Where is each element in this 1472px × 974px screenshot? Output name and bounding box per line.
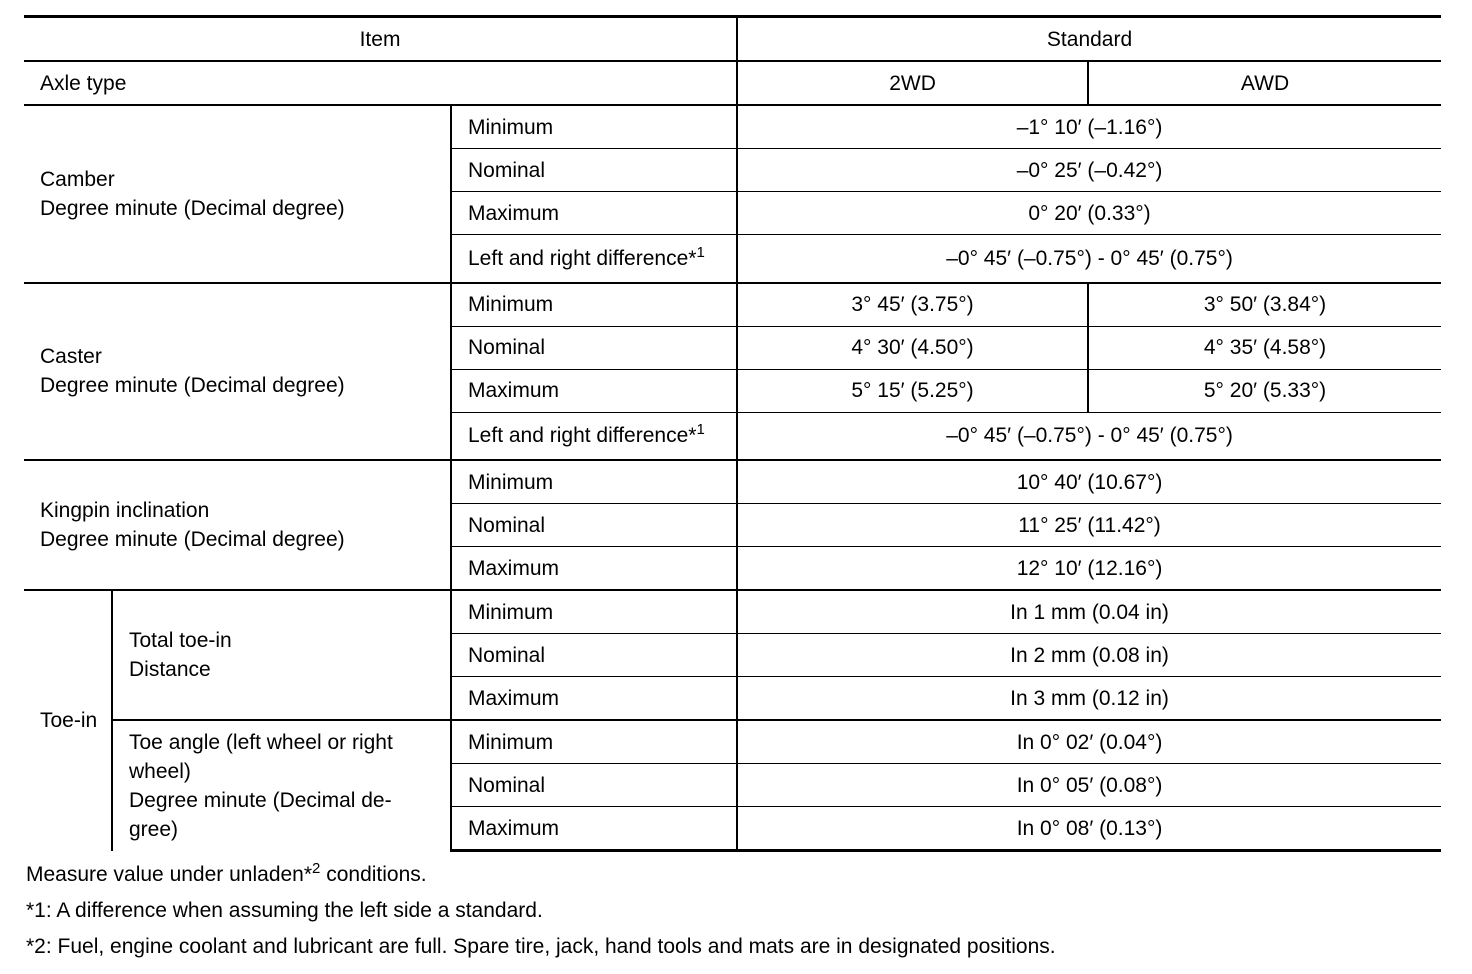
toe-angle-line2: wheel): [129, 759, 191, 783]
caster-max-awd: 5° 20′ (5.33°): [1088, 369, 1441, 412]
total-toein-max-label: Maximum: [451, 677, 737, 721]
toein-group-label: Toe-in: [24, 590, 112, 851]
footnote-ref: 1: [696, 243, 705, 261]
caster-nom-awd: 4° 35′ (4.58°): [1088, 326, 1441, 369]
kingpin-min-value: 10° 40′ (10.67°): [737, 460, 1441, 504]
footnotes: [26, 857, 1056, 965]
caster-unit: Degree minute (Decimal degree): [40, 374, 345, 398]
caster-diff-label: Left and right difference*$^1$: [451, 412, 737, 460]
caster-min-awd: 3° 50′ (3.84°): [1088, 283, 1441, 327]
camber-min-label: Minimum: [451, 105, 737, 149]
header-item: Item: [359, 27, 401, 51]
camber-nom-value: –0° 25′ (–0.42°): [737, 149, 1441, 192]
kingpin-title: Kingpin inclination: [40, 499, 210, 522]
header-standard: Standard: [737, 17, 1441, 62]
axle-type-label: Axle type: [24, 61, 737, 105]
toe-angle-line3: Degree minute (Decimal de-: [129, 788, 392, 812]
total-toein-max-value: In 3 mm (0.12 in): [737, 677, 1441, 721]
camber-max-label: Maximum: [451, 192, 737, 235]
kingpin-unit: Degree minute (Decimal degree): [40, 528, 345, 551]
camber-nom-label: Nominal: [451, 149, 737, 192]
caster-max-label: Maximum: [451, 369, 737, 412]
kingpin-group-label: [24, 460, 451, 590]
camber-min-value: –1° 10′ (–1.16°): [737, 105, 1441, 149]
kingpin-nom-value: 11° 25′ (11.42°): [737, 504, 1441, 547]
footnote-ref: 1: [696, 421, 705, 439]
note-2: *2: Fuel, engine coolant and lubricant are full. Spare tire, jack, hand tools and mats are in designated positions.: [26, 935, 1056, 958]
toe-angle-max-value: In 0° 08′ (0.13°): [737, 807, 1441, 851]
toe-angle-max-label: Maximum: [451, 807, 737, 851]
caster-title: Caster: [40, 345, 102, 369]
caster-nom-2wd: 4° 30′ (4.50°): [737, 326, 1088, 369]
caster-group-label: [24, 283, 451, 461]
toe-angle-nom-label: Nominal: [451, 764, 737, 807]
axle-2wd-header: 2WD: [737, 61, 1088, 105]
camber-max-value: 0° 20′ (0.33°): [737, 192, 1441, 235]
kingpin-max-label: Maximum: [451, 547, 737, 591]
toe-angle-line1: Toe angle (left wheel or right: [129, 730, 393, 754]
kingpin-max-value: 12° 10′ (12.16°): [737, 547, 1441, 591]
footnote-ref: 2: [312, 860, 321, 877]
total-toein-unit: Distance: [129, 658, 211, 681]
caster-nom-label: Nominal: [451, 326, 737, 369]
camber-diff-label: Left and right difference*$^1$: [451, 235, 737, 283]
note-unladen: Measure value under unladen*$^2$ conditions.: [26, 860, 427, 886]
kingpin-nom-label: Nominal: [451, 504, 737, 547]
total-toein-title: Total toe-in: [129, 629, 232, 652]
camber-group-label: [24, 105, 451, 283]
camber-unit: Degree minute (Decimal degree): [40, 196, 345, 220]
toe-angle-min-label: Minimum: [451, 720, 737, 764]
caster-max-2wd: 5° 15′ (5.25°): [737, 369, 1088, 412]
caster-min-label: Minimum: [451, 283, 737, 327]
axle-awd-header: AWD: [1088, 61, 1441, 105]
wheel-alignment-table: [24, 15, 1441, 852]
total-toein-min-label: Minimum: [451, 590, 737, 634]
note-1: *1: A difference when assuming the left side a standard.: [26, 899, 543, 922]
caster-min-2wd: 3° 45′ (3.75°): [737, 283, 1088, 327]
toe-angle-label: [112, 720, 451, 851]
camber-diff-value: –0° 45′ (–0.75°) - 0° 45′ (0.75°): [737, 235, 1441, 283]
toe-angle-line4: gree): [129, 817, 179, 841]
toe-angle-nom-value: In 0° 05′ (0.08°): [737, 764, 1441, 807]
total-toein-nom-label: Nominal: [451, 634, 737, 677]
kingpin-min-label: Minimum: [451, 460, 737, 504]
total-toein-nom-value: In 2 mm (0.08 in): [737, 634, 1441, 677]
toe-angle-min-value: In 0° 02′ (0.04°): [737, 720, 1441, 764]
total-toein-label: [112, 590, 451, 720]
camber-title: Camber: [40, 167, 115, 191]
caster-diff-value: –0° 45′ (–0.75°) - 0° 45′ (0.75°): [737, 412, 1441, 460]
total-toein-min-value: In 1 mm (0.04 in): [737, 590, 1441, 634]
